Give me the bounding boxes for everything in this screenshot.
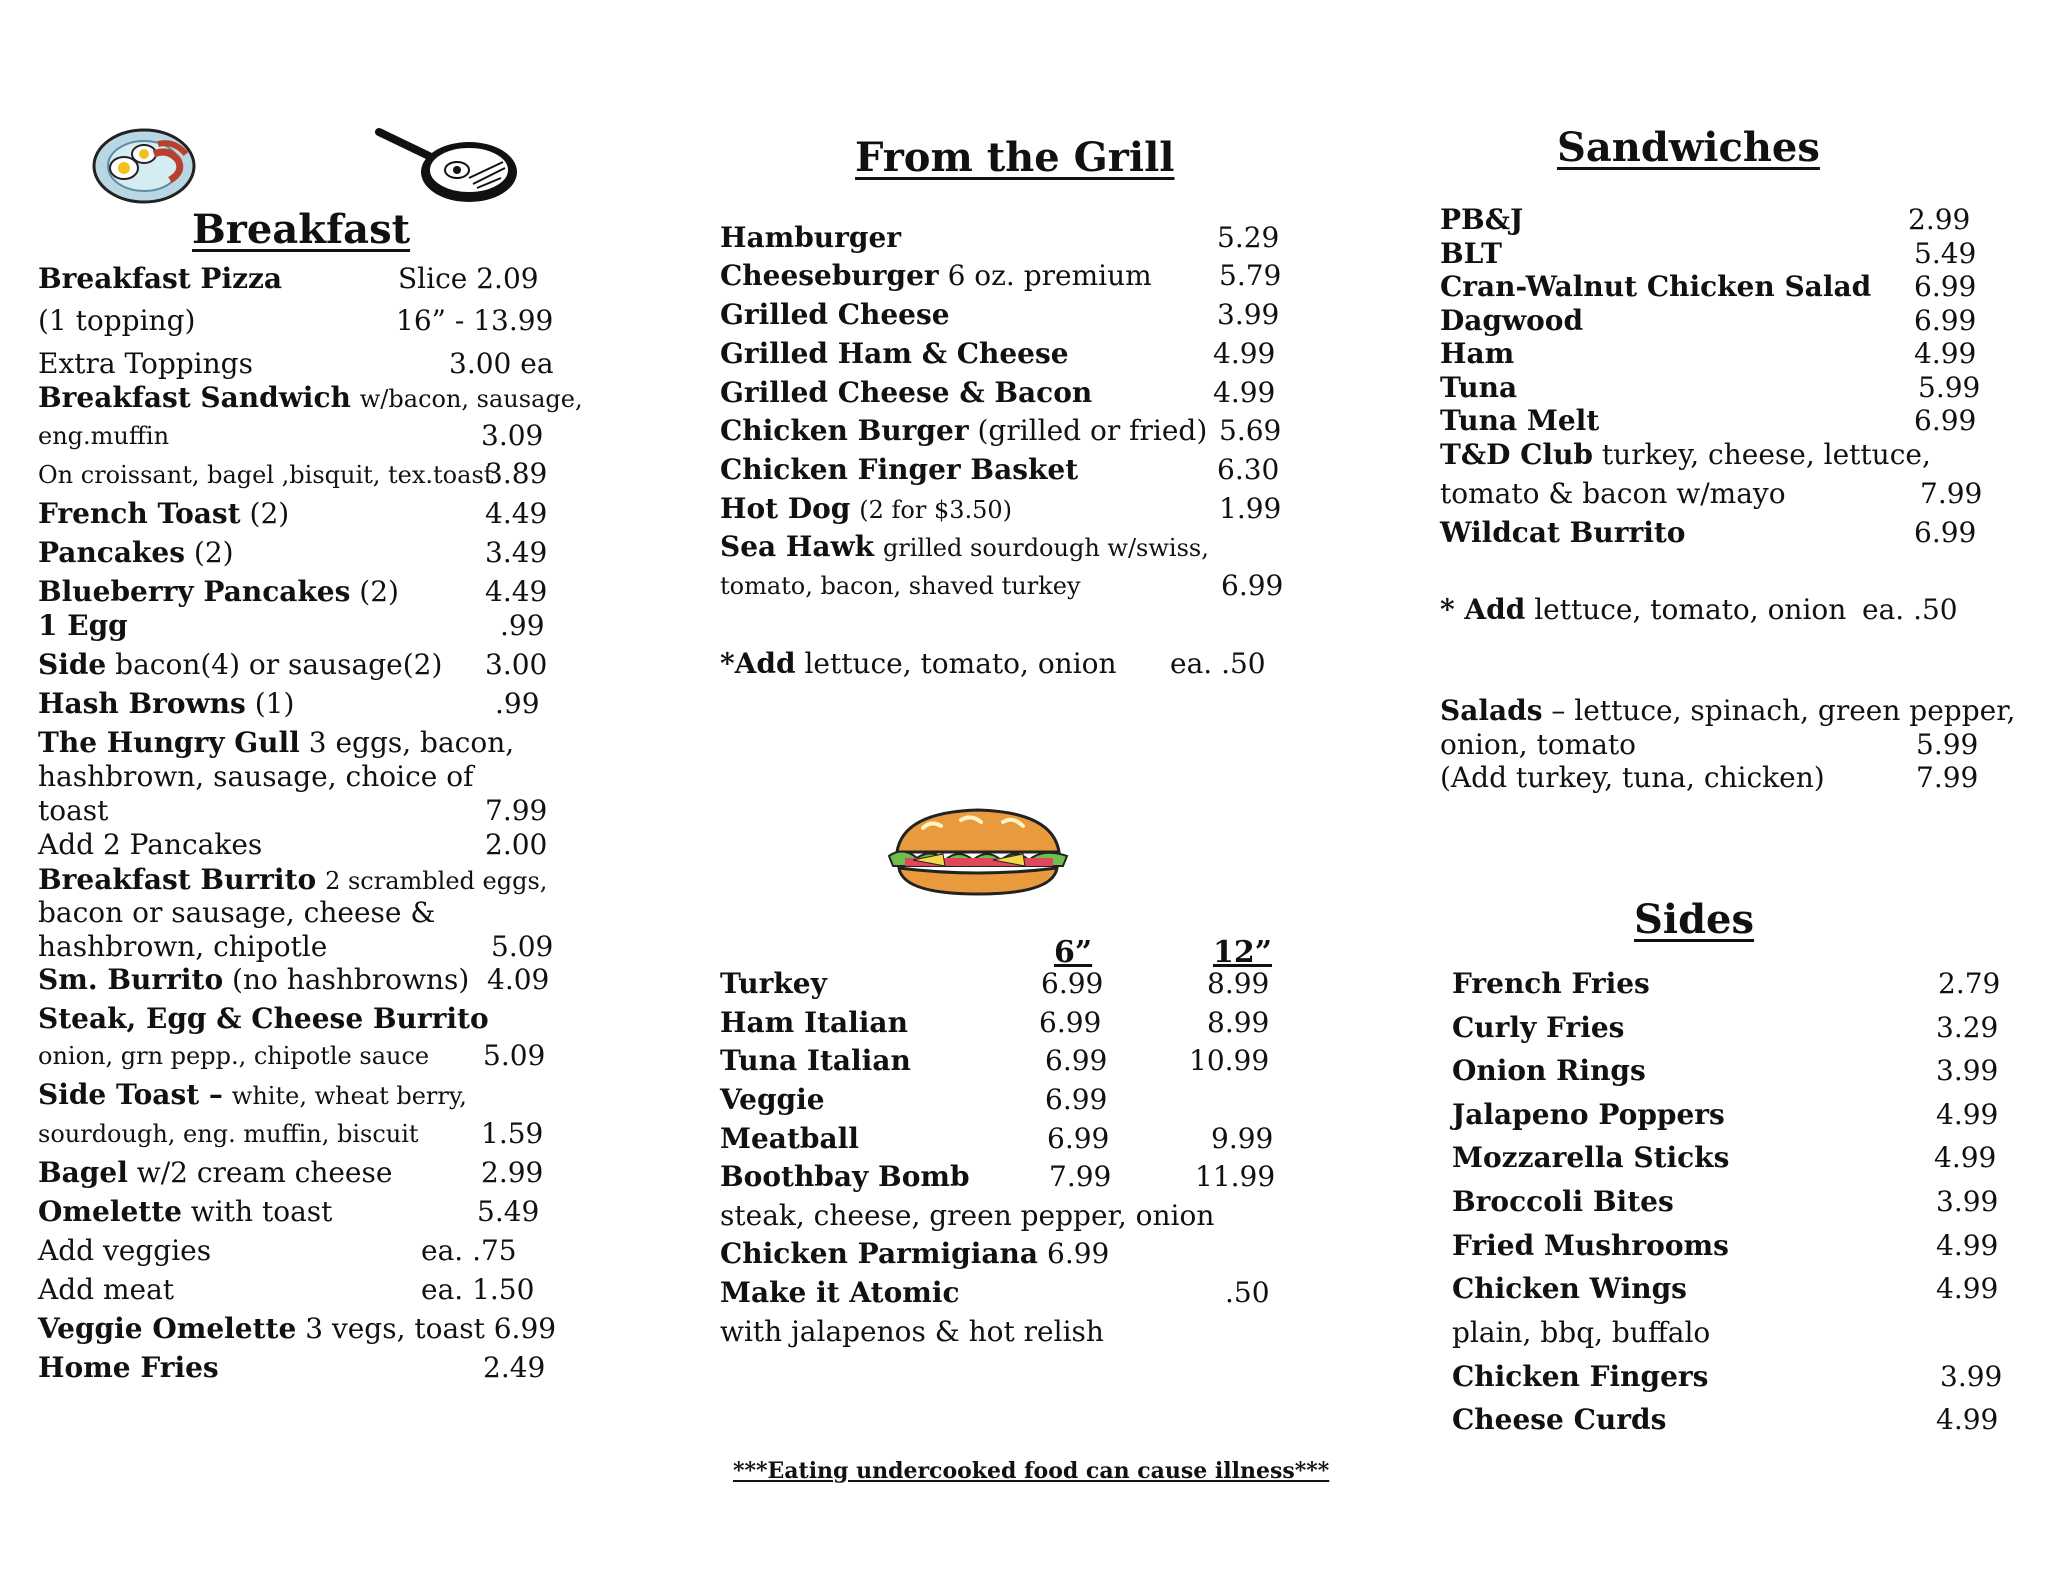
menu-item	[38, 497, 290, 530]
item-name: Meatball	[720, 1122, 859, 1155]
item-price: 5.49	[477, 1195, 540, 1228]
item-price: 7.99	[1920, 477, 1983, 510]
item-name: Side	[38, 648, 107, 681]
item-price: 4.99	[1936, 1403, 1999, 1436]
item-name: Turkey	[720, 967, 827, 1000]
item-price: 3.99	[1940, 1360, 2003, 1393]
item-desc: bacon(4) or sausage(2)	[115, 648, 443, 681]
salads-price: 7.99	[1916, 761, 1979, 794]
item-price: 5.79	[1219, 259, 1282, 292]
item-desc: bacon or sausage, cheese &	[38, 896, 436, 929]
menu-item	[1440, 270, 1872, 303]
item-price: 5.09	[483, 1039, 546, 1072]
item-price: 6.99	[1914, 516, 1977, 549]
sub-item	[720, 1083, 825, 1116]
item-price: 3.99	[1936, 1185, 1999, 1218]
sub-item	[720, 1276, 960, 1309]
item-desc: Add veggies	[38, 1234, 212, 1267]
item-name: Jalapeno Poppers	[1452, 1098, 1725, 1131]
item-price: Slice 2.09	[398, 262, 539, 295]
menu-item	[38, 1156, 393, 1189]
add-note	[1440, 593, 1847, 626]
item-name: French Toast	[38, 497, 241, 530]
item-desc: sourdough, eng. muffin, biscuit	[38, 1120, 419, 1148]
sides-title: Sides	[1634, 896, 1755, 943]
item-desc: eng.muffin	[38, 422, 170, 450]
item-price: 1.99	[1219, 492, 1282, 525]
item-desc: On croissant, bagel ,bisquit, tex.toast	[38, 461, 494, 489]
add-price: ea. .50	[1862, 593, 1958, 626]
item-name: Boothbay Bomb	[720, 1160, 970, 1193]
item-price: 4.49	[485, 575, 548, 608]
item-desc: (no hashbrowns)	[232, 963, 470, 996]
item-desc: 3 vegs, toast 6.99	[305, 1312, 557, 1345]
menu-item	[1452, 1272, 1687, 1305]
menu-item	[720, 259, 1152, 292]
menu-item	[38, 381, 583, 414]
item-name: Hot Dog	[720, 492, 851, 525]
item-desc: (1 topping)	[38, 304, 196, 337]
item-desc: Extra Toppings	[38, 347, 253, 380]
item-name: Veggie	[720, 1083, 825, 1116]
menu-item	[38, 687, 295, 720]
item-desc: onion, grn pepp., chipotle sauce	[38, 1042, 430, 1070]
menu-item	[1452, 1360, 1709, 1393]
item-name: Cheeseburger	[720, 259, 939, 292]
menu-item	[38, 1195, 333, 1228]
item-desc: w/2 cream cheese	[136, 1156, 393, 1189]
item-desc: (2 for $3.50)	[859, 496, 1013, 524]
item-name: Ham Italian	[720, 1006, 908, 1039]
item-name: Chicken Burger	[720, 414, 969, 447]
item-desc: 6 oz. premium	[938, 259, 1152, 292]
sandwiches-title: Sandwiches	[1557, 124, 1820, 171]
sub-item	[720, 1160, 970, 1193]
bomb-desc: steak, cheese, green pepper, onion	[720, 1199, 1215, 1232]
item-price: 16” - 13.99	[396, 304, 554, 337]
item-name: Home Fries	[38, 1351, 219, 1384]
item-name: The Hungry Gull	[38, 726, 300, 759]
menu-item	[1440, 371, 1518, 404]
item-desc: hashbrown, sausage, choice of	[38, 760, 474, 793]
item-price: 4.49	[485, 497, 548, 530]
price-12: 8.99	[1207, 1006, 1270, 1039]
menu-item	[38, 1078, 467, 1111]
item-name: Broccoli Bites	[1452, 1185, 1674, 1218]
item-desc: Add meat	[38, 1273, 175, 1306]
item-name: Blueberry Pancakes	[38, 575, 351, 608]
menu-item	[38, 1002, 489, 1035]
menu-item	[38, 609, 128, 642]
menu-item	[38, 262, 283, 295]
menu-item	[1452, 1229, 1729, 1262]
item-name: Fried Mushrooms	[1452, 1229, 1729, 1262]
grill-title: From the Grill	[855, 134, 1175, 181]
menu-item	[720, 376, 1093, 409]
item-name: Wildcat Burrito	[1440, 516, 1686, 549]
item-price: .50	[1225, 1276, 1270, 1309]
item-name: Chicken Finger Basket	[720, 453, 1079, 486]
item-name: Grilled Cheese	[720, 298, 950, 331]
item-desc: with toast	[190, 1195, 333, 1228]
item-name: Omelette	[38, 1195, 182, 1228]
menu-item	[1440, 304, 1584, 337]
item-name: Onion Rings	[1452, 1054, 1646, 1087]
item-price: 3.09	[481, 419, 544, 452]
menu-item	[38, 575, 399, 608]
item-name: Chicken Wings	[1452, 1272, 1687, 1305]
item-price: 4.99	[1213, 376, 1276, 409]
menu-item	[38, 1312, 557, 1345]
item-desc: 2 scrambled eggs,	[325, 867, 548, 895]
item-name: Dagwood	[1440, 304, 1584, 337]
add-desc: lettuce, tomato, onion	[804, 647, 1117, 680]
item-desc: tomato, bacon, shaved turkey	[720, 572, 1081, 600]
item-desc: (2)	[359, 575, 399, 608]
item-name: Pancakes	[38, 536, 185, 569]
menu-item	[38, 1351, 219, 1384]
item-name: Chicken Fingers	[1452, 1360, 1709, 1393]
item-desc: white, wheat berry,	[231, 1082, 467, 1110]
price-6: 6.99	[1041, 967, 1104, 1000]
item-desc: Add 2 Pancakes	[38, 828, 263, 861]
item-price: 2.49	[483, 1351, 546, 1384]
item-price: ea. 1.50	[421, 1273, 535, 1306]
item-price: 6.99	[1914, 270, 1977, 303]
price-12: 8.99	[1207, 967, 1270, 1000]
menu-item	[38, 536, 234, 569]
menu-item	[1440, 337, 1515, 370]
item-name: Grilled Cheese & Bacon	[720, 376, 1093, 409]
item-price: 4.99	[1914, 337, 1977, 370]
sub-item	[720, 1237, 1038, 1270]
item-name: Ham	[1440, 337, 1515, 370]
item-price: .99	[495, 687, 540, 720]
item-name: PB&J	[1440, 203, 1524, 236]
item-name: Tuna	[1440, 371, 1518, 404]
item-name: Sm. Burrito	[38, 963, 224, 996]
salads-name: Salads	[1440, 694, 1543, 727]
item-price: 5.69	[1219, 414, 1282, 447]
salads-price: 5.99	[1916, 728, 1979, 761]
menu-item	[1452, 1054, 1646, 1087]
item-name: Hamburger	[720, 221, 902, 254]
item-price: 6.99	[1221, 569, 1284, 602]
item-price: 3.29	[1936, 1011, 1999, 1044]
menu-item	[38, 863, 548, 896]
salads-desc: (Add turkey, tuna, chicken)	[1440, 761, 1825, 794]
menu-item	[1440, 516, 1686, 549]
item-name: Breakfast Burrito	[38, 863, 317, 896]
item-desc: w/bacon, sausage,	[359, 385, 583, 413]
item-name: Breakfast Pizza	[38, 262, 283, 295]
item-name: T&D Club	[1440, 438, 1594, 471]
salads-line	[1440, 694, 2016, 727]
item-name: Breakfast Sandwich	[38, 381, 351, 414]
menu-item	[1440, 438, 1931, 471]
size-12-header: 12”	[1213, 935, 1273, 970]
item-name: Side Toast –	[38, 1078, 223, 1111]
menu-item	[1452, 1098, 1725, 1131]
add-label: *Add	[720, 647, 796, 680]
item-price: 6.30	[1217, 453, 1280, 486]
item-price: .99	[500, 609, 545, 642]
menu-item	[720, 221, 902, 254]
item-name: Veggie Omelette	[38, 1312, 297, 1345]
item-name: Sea Hawk	[720, 530, 875, 563]
item-name: Mozzarella Sticks	[1452, 1141, 1730, 1174]
item-price: 3.99	[1936, 1054, 1999, 1087]
sub-sandwich-icon	[883, 806, 1073, 898]
menu-item	[38, 963, 470, 996]
item-name: Chicken Parmigiana	[720, 1237, 1038, 1270]
menu-item	[1452, 967, 1650, 1000]
sub-item	[720, 1122, 859, 1155]
item-price: 3.49	[485, 536, 548, 569]
item-desc: (1)	[254, 687, 295, 720]
menu-item	[720, 453, 1079, 486]
item-desc: plain, bbq, buffalo	[1452, 1316, 1711, 1349]
item-price: 4.99	[1934, 1141, 1997, 1174]
price-12: 11.99	[1195, 1160, 1276, 1193]
item-price: 3.00	[485, 648, 548, 681]
item-name: Hash Browns	[38, 687, 246, 720]
item-name: Cheese Curds	[1452, 1403, 1667, 1436]
item-desc: (grilled or fried)	[977, 414, 1208, 447]
item-price: ea. .75	[421, 1234, 517, 1267]
breakfast-title: Breakfast	[192, 206, 411, 253]
item-price: 4.99	[1213, 337, 1276, 370]
item-desc: 3 eggs, bacon,	[308, 726, 515, 759]
item-name: Tuna Melt	[1440, 404, 1600, 437]
item-name: 1 Egg	[38, 609, 128, 642]
price-12: 9.99	[1211, 1122, 1274, 1155]
item-price: 6.99	[1914, 304, 1977, 337]
item-price: 6.99	[1914, 404, 1977, 437]
menu-item	[1452, 1011, 1625, 1044]
sub-item	[720, 1006, 908, 1039]
item-price: 4.09	[487, 963, 550, 996]
item-name: Curly Fries	[1452, 1011, 1625, 1044]
item-name: French Fries	[1452, 967, 1650, 1000]
bacon-eggs-plate-icon	[92, 124, 202, 208]
item-desc: toast	[38, 794, 109, 827]
item-price: 5.99	[1918, 371, 1981, 404]
item-desc: with jalapenos & hot relish	[720, 1315, 1104, 1348]
menu-item	[38, 648, 443, 681]
item-price: 1.59	[481, 1117, 544, 1150]
item-price: 5.49	[1914, 237, 1977, 270]
item-name: Grilled Ham & Cheese	[720, 337, 1069, 370]
menu-item	[1452, 1185, 1674, 1218]
item-name: Steak, Egg & Cheese Burrito	[38, 1002, 489, 1035]
sub-item	[720, 1044, 911, 1077]
menu-item	[1452, 1403, 1667, 1436]
price-12: 10.99	[1189, 1044, 1270, 1077]
item-name: Cran-Walnut Chicken Salad	[1440, 270, 1872, 303]
menu-item	[1452, 1141, 1730, 1174]
item-name: Bagel	[38, 1156, 128, 1189]
price-6: 7.99	[1049, 1160, 1112, 1193]
price-6: 6.99	[1047, 1122, 1110, 1155]
item-price: 2.99	[481, 1156, 544, 1189]
salads-desc: – lettuce, spinach, green pepper,	[1551, 694, 2016, 727]
item-price: 6.99	[1047, 1237, 1110, 1270]
item-price: 5.09	[491, 930, 554, 963]
item-price: 2.79	[1938, 967, 2001, 1000]
add-price: ea. .50	[1170, 647, 1266, 680]
item-price: 3.00 ea	[449, 347, 554, 380]
menu-item	[720, 298, 950, 331]
food-safety-warning: ***Eating undercooked food can cause illness***	[733, 1458, 1330, 1484]
item-price: 4.99	[1936, 1229, 1999, 1262]
menu-item	[720, 414, 1208, 447]
item-name: Tuna Italian	[720, 1044, 911, 1077]
add-label: * Add	[1440, 593, 1526, 626]
item-price: 2.99	[1908, 203, 1971, 236]
menu-item	[720, 492, 1013, 525]
item-price: 3.99	[1217, 298, 1280, 331]
item-price: 5.29	[1217, 221, 1280, 254]
item-price: 2.00	[485, 828, 548, 861]
item-desc: (2)	[249, 497, 290, 530]
item-desc: (2)	[193, 536, 234, 569]
item-desc: tomato & bacon w/mayo	[1440, 477, 1786, 510]
menu-item	[1440, 203, 1524, 236]
item-desc: grilled sourdough w/swiss,	[882, 534, 1209, 562]
menu-item	[1440, 237, 1502, 270]
add-note	[720, 647, 1117, 680]
item-price: 7.99	[485, 794, 548, 827]
item-desc: hashbrown, chipotle	[38, 930, 328, 963]
price-6: 6.99	[1045, 1083, 1108, 1116]
menu-item	[720, 337, 1069, 370]
item-price: 4.99	[1936, 1098, 1999, 1131]
price-6: 6.99	[1045, 1044, 1108, 1077]
menu-item	[1440, 404, 1600, 437]
size-6-header: 6”	[1054, 935, 1093, 970]
item-name: BLT	[1440, 237, 1502, 270]
item-price: 3.89	[485, 457, 548, 490]
menu-item	[720, 530, 1209, 563]
frying-pan-icon	[373, 126, 521, 206]
sub-item	[720, 967, 827, 1000]
price-6: 6.99	[1039, 1006, 1102, 1039]
item-price: 4.99	[1936, 1272, 1999, 1305]
salads-desc: onion, tomato	[1440, 728, 1636, 761]
item-desc: turkey, cheese, lettuce,	[1601, 438, 1931, 471]
item-name: Make it Atomic	[720, 1276, 960, 1309]
menu-item	[38, 726, 515, 759]
add-desc: lettuce, tomato, onion	[1534, 593, 1847, 626]
